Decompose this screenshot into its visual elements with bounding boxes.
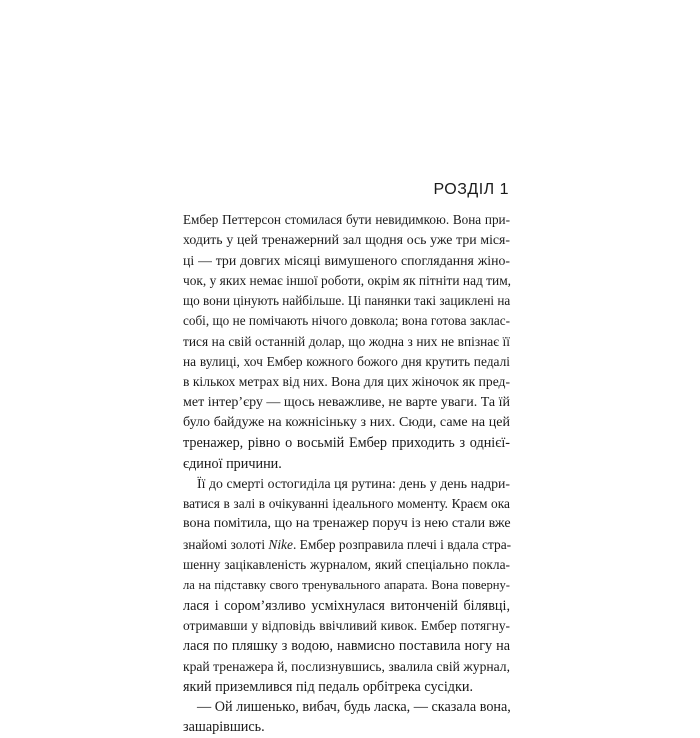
text-line: край тренажера й, послизнувшись, звалила свій журнал, [183, 658, 510, 674]
text-line [183, 535, 510, 555]
text-line: отримавши у відповідь ввічливий кивок. Ембер потягну- [183, 617, 510, 633]
text-line: мет інтер’єру — щось неважливе, не варте уваги. Та їй [183, 394, 511, 410]
text-line: в кількох метрах від них. Вона для цих жіночок як пред- [183, 374, 510, 390]
text-line: собі, що не помічають нічого довкола; вона готова заклас- [183, 313, 510, 329]
text-line: ці — три довгих місяці вимушеного споглядання жіно- [183, 252, 510, 268]
text-line: Ембер Петтерсон стомилася бути невидимкою. Вона при- [183, 212, 510, 227]
text-line: єдиної причини. [183, 455, 282, 472]
text-line: ла на підставку свого тренувального апарата. Вона поверну- [183, 578, 510, 593]
text-line: було байдуже на кожнісіньку з них. Сюди, саме на цей [183, 414, 510, 430]
text-line: ходить у цей тренажерний зал щодня ось уже три міся- [183, 232, 510, 248]
text-line: зашарівшись. [183, 719, 265, 736]
text-line: тренажер, рівно о восьмій Ембер приходить з однієї- [183, 435, 510, 452]
text-line: лася і сором’язливо усміхнулася витонченій білявці, [183, 597, 510, 614]
text-line: на вулиці, хоч Ембер кожного божого дня крутить педалі [183, 354, 510, 370]
paragraph-1 [183, 210, 510, 474]
text-line: — Ой лишенько, вибач, будь ласка, — сказала вона, [197, 699, 511, 716]
text-line: тися на свій останній долар, що жодна з них не впізнає її [183, 333, 510, 349]
text-line: який приземлився під педаль орбітрека сусідки. [183, 678, 474, 695]
text-line: ватися в залі в очікуванні ідеального моменту. Краєм ока [183, 496, 510, 512]
text-line: лася по пляшку з водою, навмисно поставила ногу на [183, 638, 510, 655]
paragraph-3 [183, 697, 510, 738]
body-text [183, 210, 510, 738]
text-line: що вони цінують найбільше. Ці панянки такі зациклені на [183, 293, 511, 309]
text-line: шенну зацікавленість журналом, який спеціально покла- [183, 557, 510, 573]
text-line: вона помітила, що на тренажер поруч із нею стали вже [183, 516, 511, 532]
brand-name: Nike [268, 536, 293, 552]
text-line-start: знайомі золоті [183, 536, 269, 552]
text-line: Її до смерті остогиділа ця рутина: день у день надри- [197, 475, 510, 491]
text-line-end: . Ембер розправила плечі і вдала стра- [292, 536, 512, 552]
chapter-heading: РОЗДІЛ 1 [433, 181, 509, 198]
text-line: чок, у яких немає іншої роботи, окрім як пітніти над тим, [183, 272, 512, 288]
paragraph-2 [183, 474, 510, 697]
